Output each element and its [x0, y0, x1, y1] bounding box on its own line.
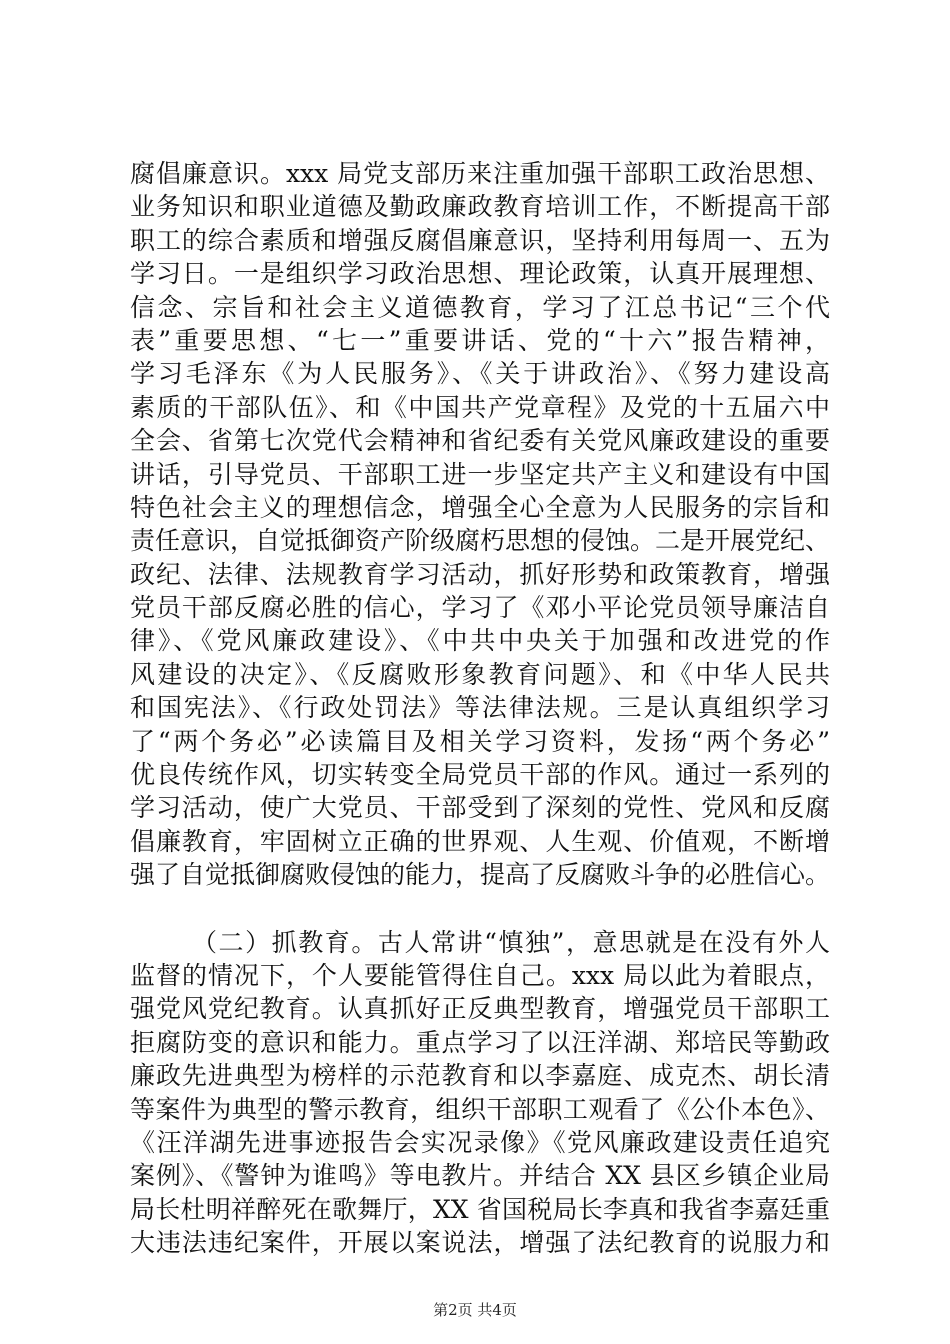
paragraph-1: [130, 157, 830, 892]
paragraph-spacer: [130, 892, 830, 926]
text-line: 责任意识，自觉抵御资产阶级腐朽思想的侵蚀。二是开展党纪、: [130, 526, 831, 556]
paragraph-2: [130, 926, 830, 1260]
text-line: 学习活动，使广大党员、干部受到了深刻的党性、党风和反腐: [130, 793, 830, 823]
text-line: 学习毛泽东《为人民服务》、《关于讲政治》、《努力建设高: [130, 359, 830, 389]
text-line: 业务知识和职业道德及勤政廉政教育培训工作，不断提高干部: [130, 192, 830, 222]
text-line: 信念、宗旨和社会主义道德教育，学习了江总书记“三个代: [130, 292, 830, 322]
text-line: 特色社会主义的理想信念，增强全心全意为人民服务的宗旨和: [130, 492, 830, 522]
text-line: 监督的情况下，个人要能管得住自己。xxx 局以此为着眼点，: [130, 960, 830, 990]
text-line: 案例》、《警钟为谁鸣》等电教片。并结合 XX 县区乡镇企业局: [130, 1161, 830, 1191]
text-line: 腐倡廉意识。xxx 局党支部历来注重加强干部职工政治思想、: [130, 159, 830, 188]
text-line: 表”重要思想、“七一”重要讲话、党的“十六”报告精神，: [130, 325, 830, 355]
text-line: 风建设的决定》、《反腐败形象教育问题》、和《中华人民共: [130, 659, 830, 689]
text-line: 拒腐防变的意识和能力。重点学习了以汪洋湖、郑培民等勤政: [130, 1027, 830, 1057]
text-line: 素质的干部队伍》、和《中国共产党章程》及党的十五届六中: [130, 392, 830, 422]
text-line: 强了自觉抵御腐败侵蚀的能力，提高了反腐败斗争的必胜信心。: [130, 860, 831, 890]
text-line: 了“两个务必”必读篇目及相关学习资料，发扬“两个务必”: [130, 726, 830, 756]
text-line: 局长杜明祥醉死在歌舞厅，XX 省国税局长李真和我省李嘉廷重: [130, 1194, 830, 1224]
text-line: （二）抓教育。古人常讲“慎独”，意思就是在没有外人: [192, 927, 830, 957]
text-line: 等案件为典型的警示教育，组织干部职工观看了《公仆本色》、: [130, 1094, 830, 1124]
text-line: 全会、省第七次党代会精神和省纪委有关党风廉政建设的重要: [130, 426, 830, 456]
text-line: 强党风党纪教育。认真抓好正反典型教育，增强党员干部职工: [130, 994, 830, 1024]
text-line: 学习日。一是组织学习政治思想、理论政策，认真开展理想、: [130, 259, 830, 289]
text-line: 廉政先进典型为榜样的示范教育和以李嘉庭、成克杰、胡长清: [130, 1061, 830, 1091]
text-line: 优良传统作风，切实转变全局党员干部的作风。通过一系列的: [130, 760, 830, 790]
text-line: 律》、《党风廉政建设》、《中共中央关于加强和改进党的作: [130, 626, 830, 656]
text-line: 党员干部反腐必胜的信心，学习了《邓小平论党员领导廉洁自: [130, 593, 830, 623]
text-line: 讲话，引导党员、干部职工进一步坚定共产主义和建设有中国: [130, 459, 830, 489]
text-line: 倡廉教育，牢固树立正确的世界观、人生观、价值观，不断增: [130, 826, 830, 856]
text-line: 职工的综合素质和增强反腐倡廉意识，坚持利用每周一、五为: [130, 225, 830, 255]
text-line: 《汪洋湖先进事迹报告会实况录像》《党风廉政建设责任追究: [130, 1127, 830, 1157]
text-line: 大违法违纪案件，开展以案说法，增强了法纪教育的说服力和: [130, 1228, 830, 1258]
text-line: 政纪、法律、法规教育学习活动，抓好形势和政策教育，增强: [130, 559, 830, 589]
document-body: [130, 157, 830, 1260]
text-line: 和国宪法》、《行政处罚法》等法律法规。三是认真组织学习: [130, 693, 830, 723]
page-number-footer: 第2页 共4页: [433, 1301, 517, 1319]
